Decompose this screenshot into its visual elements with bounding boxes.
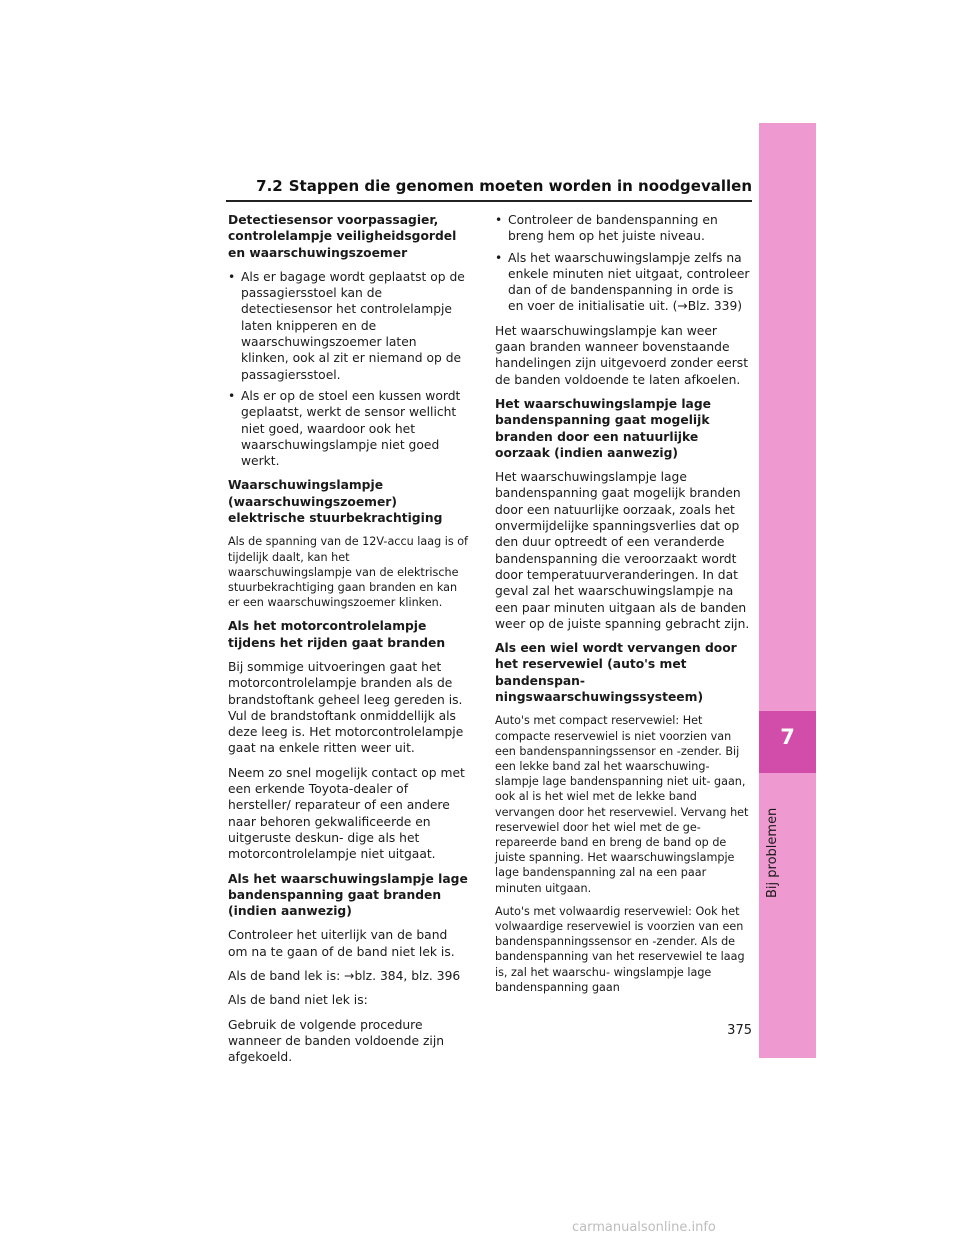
section-title: Stappen die genomen moeten worden in noodgevallen	[288, 177, 752, 195]
watermark: carmanualsonline.info	[572, 1220, 716, 1235]
bullet-icon: •	[495, 250, 503, 265]
list-item: • Als er op de stoel een kussen wordt geplaatst, werkt de sensor wellicht niet goed, waardoor ook het waarschuwingslampje niet goed werkt.	[228, 388, 461, 469]
tire-pressure-paragraph: Als de band niet lek is:	[228, 993, 368, 1008]
heading-passenger-sensor: Detectiesensor voorpassagier, controlelampje veiligheidsgordel en waarschuwingszoemer	[228, 213, 457, 260]
tire-note-paragraph: Het waarschuwingslampje kan weer gaan branden wanneer bovenstaande handelingen zijn uitgevoerd zonder eerst de banden voldoende te laten afkoelen.	[495, 323, 749, 387]
engine-light-paragraph: Neem zo snel mogelijk contact op met een erkende Toyota-dealer of hersteller/ reparateur of een andere naar behoren gekwalificeerde en uitgeruste deskun- dige als het motorcontrolelampje niet uitgaat.	[228, 765, 465, 862]
left-column	[228, 212, 468, 1073]
tire-pressure-paragraph: Gebruik de volgende procedure wanneer de banden voldoende zijn afgekoeld.	[228, 1017, 445, 1065]
bullet-icon: •	[228, 388, 236, 403]
chapter-sidebar	[759, 123, 816, 1058]
bullet-icon: •	[495, 213, 503, 227]
section-header	[226, 177, 752, 202]
list-item: • Als het waarschuwingslampje zelfs na enkele minuten niet uitgaat, controleer dan of de bandenspanning in orde is en voer de initialisatie uit. (→Blz. 339)	[495, 250, 750, 314]
chapter-number: 7	[780, 725, 795, 749]
heading-engine-light: Als het motorcontrolelampje tijdens het rijden gaat branden	[228, 619, 446, 650]
page-number: 375	[727, 1023, 752, 1038]
spare-wheel-full-paragraph: Auto's met volwaardig reservewiel: Ook het volwaardige reservewiel is voorzien van een bandenspanningssensor en -zender. Als de bandenspanning van het reservewiel te laag is, zal het waarschu- wingslampje lage bandenspanning gaan	[495, 904, 745, 994]
passenger-sensor-list	[228, 269, 468, 470]
heading-tire-pressure: Als het waarschuwingslampje lage bandenspanning gaat branden (indien aanwezig)	[228, 871, 468, 919]
list-item: • Controleer de bandenspanning en breng hem op het juiste niveau.	[495, 213, 718, 244]
heading-power-steering: Waarschuwingslampje (waarschuwingszoemer) elektrische stuurbekrachtiging	[228, 478, 443, 526]
section-number: 7.2	[256, 177, 283, 195]
power-steering-text: Als de spanning van de 12V-accu laag is of tijdelijk daalt, kan het waarschuwingslampje van de elektrische stuurbekrachtiging gaan branden en kan er een waarschuwingszoemer klinken.	[228, 535, 469, 610]
engine-light-paragraph: Bij sommige uitvoeringen gaat het motorcontrolelampje branden als de brandstoftank geheel leeg gereden is. Vul de brandstoftank onmiddellijk als deze leeg is. Het motorcontrolelampje gaat na enkele ritten weer uit.	[228, 659, 464, 756]
heading-natural-cause: Het waarschuwingslampje lage bandenspanning gaat mogelijk branden door een natuurlijke oorzaak (indien aanwezig)	[495, 396, 711, 460]
heading-spare-wheel: Als een wiel wordt vervangen door het reservewiel (auto's met bandenspan- ningswaarschuwingssysteem)	[495, 641, 737, 705]
tire-pressure-paragraph: Controleer het uiterlijk van de band om na te gaan of de band niet lek is.	[228, 928, 455, 959]
right-column	[495, 212, 751, 1003]
chapter-title: Bij problemen	[765, 807, 780, 898]
list-item: • Als er bagage wordt geplaatst op de passagiersstoel kan de detectiesensor het controlelampje laten knipperen en de waarschuwingszoemer laten klinken, ook al zit er niemand op de passagiersstoel.	[228, 269, 465, 382]
tire-pressure-paragraph: Als de band lek is: →blz. 384, blz. 396	[228, 969, 461, 983]
spare-wheel-compact-paragraph: Auto's met compact reservewiel: Het compacte reservewiel is niet voorzien van een bandenspanningssensor en -zender. Bij een lekke band zal het waarschuwing- slampje lage bandenspanning niet uit- gaan, ook al is het wiel met de lekke band vervangen door het reservewiel. Vervang het reservewiel door het wiel met de ge- repareerde band en breng de band op de juiste spanning. Het waarschuwingslampje lage bandenspanning zal na een paar minuten uitgaan.	[495, 714, 749, 895]
bullet-icon: •	[228, 269, 236, 284]
natural-cause-paragraph: Het waarschuwingslampje lage bandenspanning gaat mogelijk branden door een natuurlijke oorzaak, zoals het onvermijdelijke spanningsverlies dat op den duur optreedt of een veranderde bandenspanning die veroorzaakt wordt door temperatuurveranderingen. In dat geval zal het waarschuwingslampje na een paar minuten uitgaan als de banden weer op de juiste spanning gebracht zijn.	[495, 470, 750, 631]
tire-procedure-list	[495, 212, 751, 315]
